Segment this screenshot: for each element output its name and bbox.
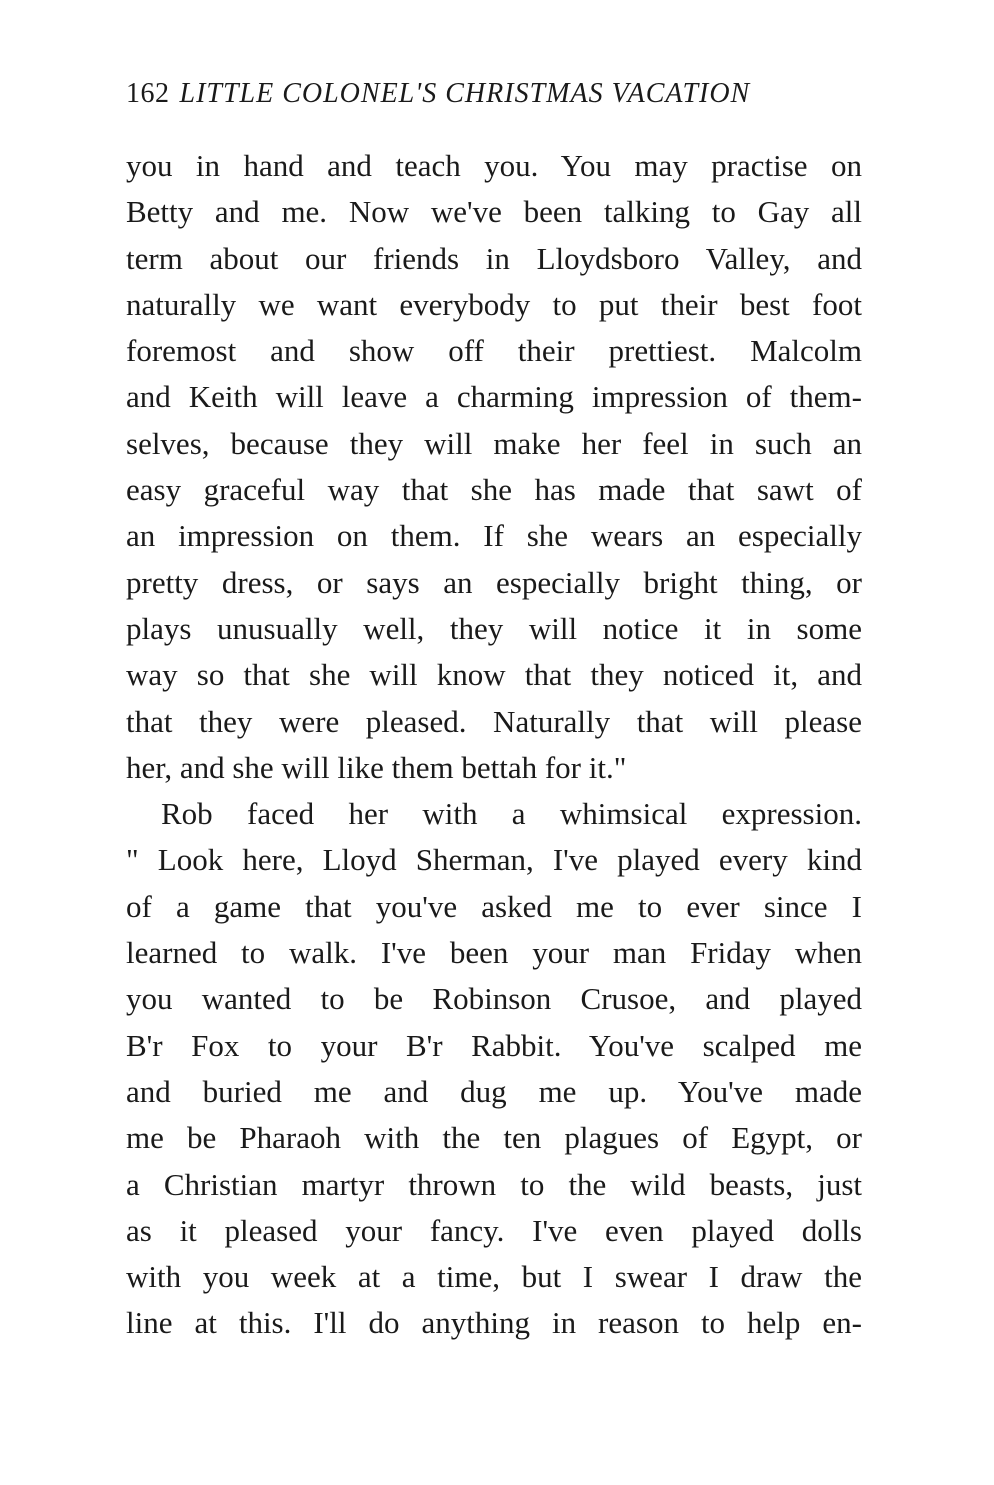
text-line: me be Pharaoh with the ten plagues of Egypt, or <box>126 1120 862 1156</box>
text-line: you wanted to be Robinson Crusoe, and played <box>126 981 862 1017</box>
text-line: that they were pleased. Naturally that will please <box>126 703 862 739</box>
running-title: LITTLE COLONEL'S CHRISTMAS VACATION <box>179 78 751 109</box>
text-line: you in hand and teach you. You may practise on <box>126 148 862 183</box>
text-line: Rob faced her with a whimsical expression. <box>161 796 862 832</box>
text-line: plays unusually well, they will notice it in some <box>126 610 862 646</box>
text-line: and buried me and dug me up. You've made <box>126 1073 862 1109</box>
text-line: of a game that you've asked me to ever since I <box>126 888 862 924</box>
text-line: as it pleased your fancy. I've even played dolls <box>126 1212 862 1248</box>
body-text <box>126 143 862 1347</box>
text-line: term about our friends in Lloydsboro Valley, and <box>126 240 862 276</box>
text-line: way so that she will know that they noticed it, and <box>126 657 862 693</box>
page-number: 162 <box>126 78 170 109</box>
text-line: with you week at a time, but I swear I draw the <box>126 1259 862 1295</box>
text-line: easy graceful way that she has made that sawt of <box>126 472 862 508</box>
paragraph <box>126 143 862 791</box>
text-line: Betty and me. Now we've been talking to Gay all <box>126 194 862 230</box>
text-line: " Look here, Lloyd Sherman, I've played every kind <box>126 842 862 878</box>
text-line: B'r Fox to your B'r Rabbit. You've scalped me <box>126 1027 862 1063</box>
text-line: foremost and show off their prettiest. Malcolm <box>126 333 862 369</box>
text-line: her, and she will like them bettah for it." <box>126 749 627 785</box>
text-line: line at this. I'll do anything in reason to help en- <box>126 1305 862 1341</box>
text-line: learned to walk. I've been your man Friday when <box>126 935 862 971</box>
text-line: naturally we want everybody to put their best foot <box>126 286 862 322</box>
text-line: an impression on them. If she wears an especially <box>126 518 862 554</box>
text-line: pretty dress, or says an especially bright thing, or <box>126 564 862 600</box>
text-line: selves, because they will make her feel in such an <box>126 425 862 461</box>
text-line: and Keith will leave a charming impression of them- <box>126 379 862 415</box>
paragraph <box>126 791 862 1347</box>
text-line: a Christian martyr thrown to the wild beasts, just <box>126 1166 862 1202</box>
running-header <box>126 78 750 110</box>
